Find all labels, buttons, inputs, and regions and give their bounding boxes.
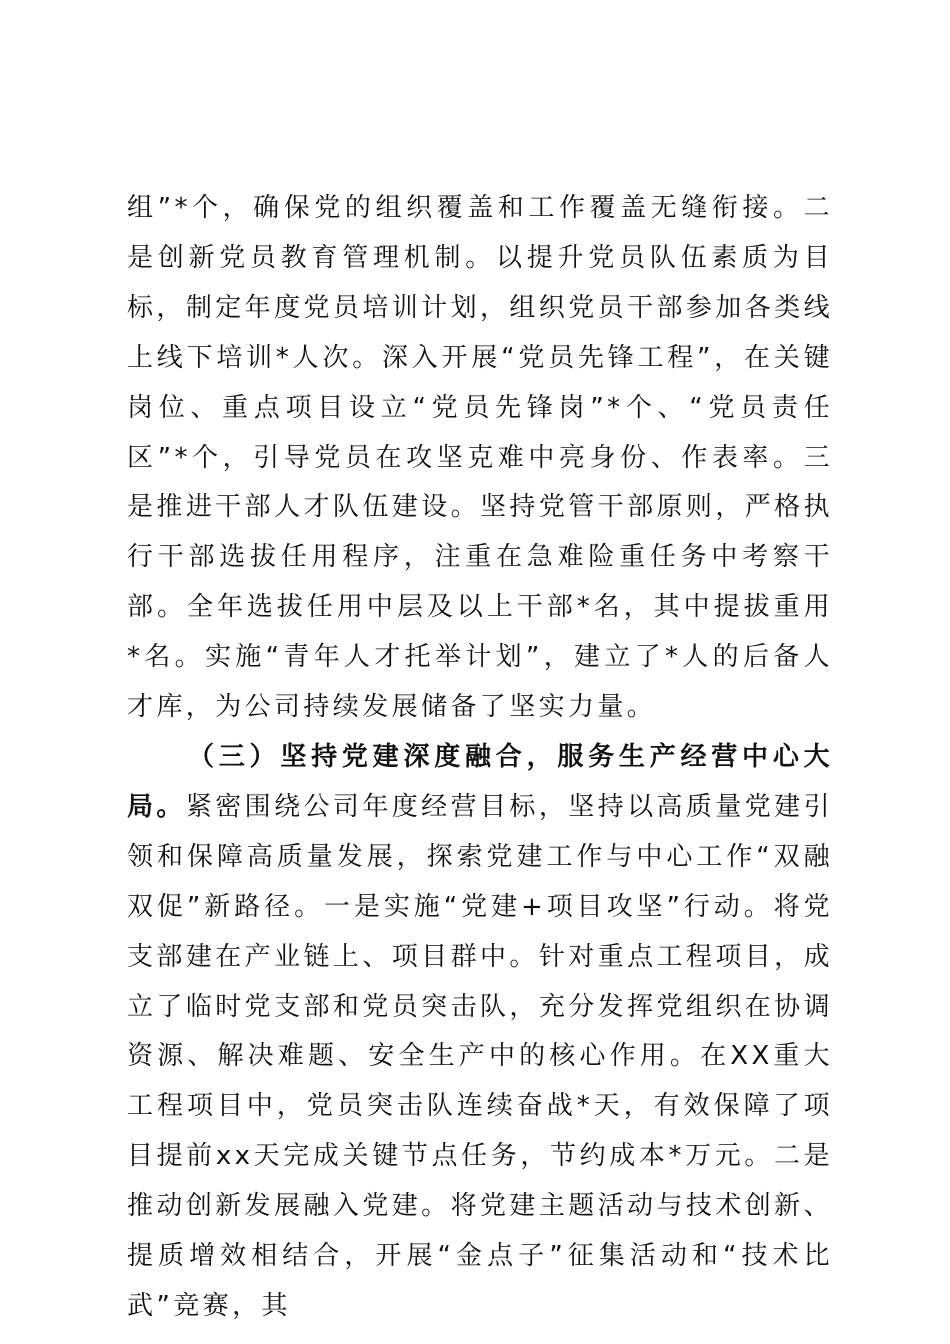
section-heading: （三）坚持党建深度融合，服务生产经营中心大局。	[127, 741, 833, 822]
paragraph-2-text: 紧密围绕公司年度经营目标，坚持以高质量党建引领和保障高质量发展，探索党建工作与中心工作“双融双促”新路径。一是实施“党建+项目攻坚”行动。将党支部建在产业链上、项目群中。针对重点工程项目，成立了临时党支部和党员突击队，充分发挥党组织在协调资源、解决难题、安全生产中的核心作用。在XX重大工程项目中，党员突击队连续奋战*天，有效保障了项目提前xx天完成关键节点任务，节约成本*万元。二是推动创新发展融入党建。将党建主题活动与技术创新、提质增效相结合，开展“金点子”征集活动和“技术比武”竞赛，其	[127, 791, 833, 1321]
paragraph-1-text: 组”*个，确保党的组织覆盖和工作覆盖无缝衔接。二是创新党员教育管理机制。以提升党员队伍素质为目标，制定年度党员培训计划，组织党员干部参加各类线上线下培训*人次。深入开展“党员先锋工程”，在关键岗位、重点项目设立“党员先锋岗”*个、“党员责任区”*个，引导党员在攻坚克难中亮身份、作表率。三是推进干部人才队伍建设。坚持党管干部原则，严格执行干部选拔任用程序，注重在急难险重任务中考察干部。全年选拔任用中层及以上干部*名，其中提拔重用*名。实施“青年人才托举计划”，建立了*人的后备人才库，为公司持续发展储备了坚实力量。	[127, 193, 833, 723]
paragraph-1	[127, 184, 833, 733]
document-page	[127, 184, 833, 1332]
paragraph-2	[127, 733, 833, 1332]
